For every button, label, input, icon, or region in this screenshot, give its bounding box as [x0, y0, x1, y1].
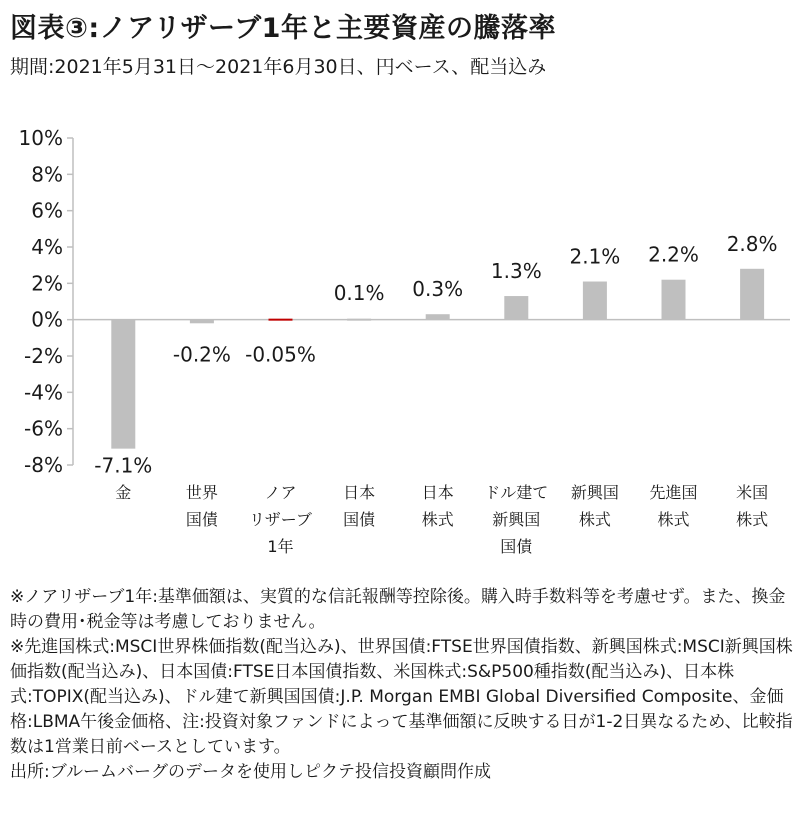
category-labels — [115, 483, 768, 556]
data-label: 0.1% — [333, 280, 385, 305]
category-label: 米国 — [736, 483, 769, 502]
y-tick-label: 4% — [31, 235, 63, 259]
data-labels — [94, 232, 777, 478]
category-label: 日本 — [343, 483, 376, 502]
footnote-indices: ※先進国株式:MSCI世界株価指数(配当込み)、世界国債:FTSE世界国債指数、新興国株式:MSCI新興国株価指数(配当込み)、日本国債:FTSE日本国債指数、米国株式:S&P500種指数(配当込み)、日本株式:TOPIX(配当込み)、ドル建て新興国国債:J.P. Morgan EMBI Global Diversified Composite、金価格:LBMA午後金価格、注:投資対象ファンドによって基準価額に反映する日が1-2日異なるため、比較指数は1営業日前ベースとしています。 — [10, 637, 793, 757]
y-axis-ticks — [19, 126, 73, 477]
data-label: 2.8% — [726, 231, 778, 256]
y-tick-label: 0% — [31, 307, 63, 332]
chart-title: 図表③:ノアリザーブ1年と主要資産の騰落率 — [10, 13, 556, 44]
bar — [662, 280, 686, 320]
bar — [504, 296, 528, 320]
data-label: -7.1% — [94, 453, 153, 478]
category-label: 金 — [115, 483, 132, 502]
bar — [190, 320, 214, 324]
data-label: 2.1% — [569, 244, 621, 269]
category-label: リザーブ — [249, 510, 312, 529]
category-label: ドル建て — [484, 483, 549, 502]
chart-subtitle: 期間:2021年5月31日～2021年6月30日、円ベース、配当込み — [10, 56, 547, 78]
y-tick-label: 8% — [31, 162, 63, 187]
category-label: 株式 — [736, 510, 769, 529]
category-label: 1年 — [267, 537, 294, 556]
category-label: 日本 — [421, 483, 454, 502]
category-label: 新興国 — [570, 483, 619, 502]
bar — [269, 319, 293, 321]
category-label: 新興国 — [492, 510, 541, 529]
footnotes — [10, 585, 800, 785]
data-label: 1.3% — [490, 259, 542, 284]
category-label: 株式 — [421, 510, 454, 529]
category-label: 株式 — [578, 510, 611, 529]
category-label: 国債 — [343, 510, 376, 529]
bar — [426, 314, 450, 319]
footnote-noa-reserve: ※ノアリザーブ1年:基準価額は、実質的な信託報酬等控除後。購入時手数料等を考慮せず。また、換金時の費用･税金等は考慮しておりません。 — [10, 587, 786, 632]
bar — [347, 319, 371, 321]
y-tick-label: -2% — [24, 344, 63, 368]
y-tick-label: 2% — [31, 271, 63, 296]
bar — [740, 269, 764, 320]
data-label: 0.3% — [412, 277, 464, 302]
category-label: ノア — [264, 483, 297, 502]
bar — [111, 320, 135, 449]
footnote-source: 出所:ブルームバーグのデータを使用しピクテ投信投資顧問作成 — [10, 762, 492, 782]
y-tick-label: -8% — [24, 453, 63, 477]
y-tick-label: -6% — [24, 416, 63, 441]
category-label: 先進国 — [649, 483, 698, 502]
y-tick-label: 10% — [18, 126, 63, 150]
category-label: 国債 — [500, 537, 533, 556]
y-tick-label: 6% — [31, 198, 63, 223]
bar — [583, 282, 607, 320]
category-label: 国債 — [185, 510, 218, 529]
category-label: 世界 — [185, 483, 218, 502]
data-label: 2.2% — [648, 242, 699, 267]
bar-chart — [0, 120, 807, 575]
category-label: 株式 — [657, 510, 690, 529]
y-tick-label: -4% — [24, 380, 63, 405]
data-label: -0.05% — [245, 342, 316, 367]
data-label: -0.2% — [172, 342, 231, 367]
